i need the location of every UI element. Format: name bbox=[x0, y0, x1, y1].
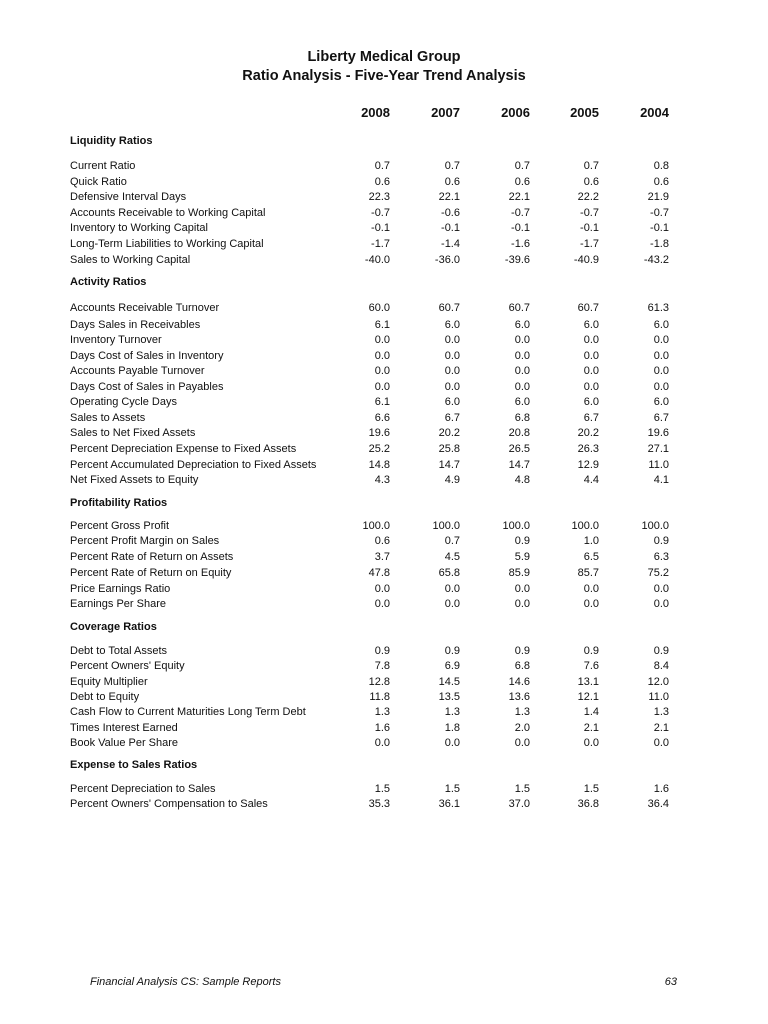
ratio-value-2004: 0.0 bbox=[653, 583, 669, 595]
ratio-label: Times Interest Earned bbox=[70, 722, 178, 734]
ratio-value-2004: 6.7 bbox=[653, 412, 669, 424]
ratio-value-2005: 6.0 bbox=[583, 319, 599, 331]
report-title: Ratio Analysis - Five-Year Trend Analysis bbox=[242, 68, 526, 84]
ratio-value-2008: 7.8 bbox=[374, 660, 390, 672]
ratio-value-2007: 14.7 bbox=[438, 459, 460, 471]
ratio-value-2005: 0.0 bbox=[583, 381, 599, 393]
ratio-label: Book Value Per Share bbox=[70, 737, 179, 749]
ratio-value-2005: 0.0 bbox=[583, 737, 599, 749]
ratio-value-2006: 1.3 bbox=[514, 706, 530, 718]
ratio-value-2007: 0.7 bbox=[444, 160, 460, 172]
table-row bbox=[0, 221, 768, 235]
ratio-value-2005: 0.0 bbox=[583, 365, 599, 377]
ratio-value-2007: 0.7 bbox=[444, 535, 460, 547]
ratio-value-2006: 0.0 bbox=[514, 334, 530, 346]
ratio-value-2005: 85.7 bbox=[577, 567, 599, 579]
ratio-value-2006: 1.5 bbox=[514, 783, 530, 795]
ratio-value-2005: 1.4 bbox=[583, 706, 599, 718]
ratio-value-2004: 0.0 bbox=[653, 365, 669, 377]
ratio-label: Debt to Total Assets bbox=[70, 645, 168, 657]
ratio-value-2005: 6.7 bbox=[583, 412, 599, 424]
ratio-label: Defensive Interval Days bbox=[70, 191, 187, 203]
ratio-value-2004: 36.4 bbox=[647, 798, 669, 810]
ratio-value-2008: 0.6 bbox=[374, 535, 390, 547]
ratio-value-2005: 36.8 bbox=[577, 798, 599, 810]
section-title: Coverage Ratios bbox=[70, 621, 157, 633]
ratio-value-2008: 1.6 bbox=[374, 722, 390, 734]
ratio-value-2004: -0.7 bbox=[650, 207, 669, 219]
ratio-value-2004: 0.9 bbox=[653, 645, 669, 657]
table-row bbox=[0, 690, 768, 704]
ratio-label: Percent Rate of Return on Equity bbox=[70, 567, 232, 579]
ratio-value-2004: 4.1 bbox=[653, 474, 669, 486]
section-title: Expense to Sales Ratios bbox=[70, 759, 198, 771]
table-row bbox=[0, 442, 768, 456]
ratio-value-2004: 19.6 bbox=[647, 427, 669, 439]
ratio-value-2006: 6.0 bbox=[514, 396, 530, 408]
ratio-value-2005: 2.1 bbox=[583, 722, 599, 734]
ratio-value-2005: 26.3 bbox=[577, 443, 599, 455]
table-row bbox=[0, 301, 768, 315]
ratio-value-2005: 7.6 bbox=[583, 660, 599, 672]
table-row bbox=[0, 675, 768, 689]
ratio-value-2006: 0.9 bbox=[514, 645, 530, 657]
ratio-value-2007: 13.5 bbox=[438, 691, 460, 703]
section-title: Liquidity Ratios bbox=[70, 135, 153, 147]
ratio-label: Sales to Assets bbox=[70, 412, 146, 424]
ratio-value-2006: 0.0 bbox=[514, 583, 530, 595]
ratio-value-2008: -1.7 bbox=[371, 238, 390, 250]
table-row bbox=[0, 736, 768, 750]
ratio-value-2006: 0.0 bbox=[514, 737, 530, 749]
ratio-value-2006: 14.6 bbox=[508, 676, 530, 688]
ratio-value-2004: 27.1 bbox=[647, 443, 669, 455]
ratio-value-2008: 0.0 bbox=[374, 381, 390, 393]
table-row bbox=[0, 175, 768, 189]
ratio-value-2007: 0.0 bbox=[444, 737, 460, 749]
ratio-value-2007: 0.0 bbox=[444, 583, 460, 595]
ratio-value-2008: 0.0 bbox=[374, 350, 390, 362]
ratio-value-2004: 11.0 bbox=[648, 459, 669, 471]
ratio-label: Debt to Equity bbox=[70, 691, 140, 703]
table-row bbox=[0, 644, 768, 658]
ratio-value-2008: 6.1 bbox=[374, 319, 390, 331]
year-header-2004: 2004 bbox=[640, 105, 669, 120]
ratio-value-2006: 2.0 bbox=[514, 722, 530, 734]
ratio-label: Inventory Turnover bbox=[70, 334, 162, 346]
ratio-value-2005: -1.7 bbox=[580, 238, 599, 250]
table-row bbox=[0, 206, 768, 220]
ratio-value-2008: 100.0 bbox=[362, 520, 390, 532]
table-row bbox=[0, 349, 768, 363]
ratio-value-2006: 6.8 bbox=[514, 412, 530, 424]
ratio-value-2005: 0.7 bbox=[583, 160, 599, 172]
table-row bbox=[0, 782, 768, 796]
ratio-value-2006: 100.0 bbox=[502, 520, 530, 532]
ratio-label: Net Fixed Assets to Equity bbox=[70, 474, 199, 486]
ratio-value-2008: 25.2 bbox=[368, 443, 390, 455]
ratio-value-2005: 0.0 bbox=[583, 334, 599, 346]
ratio-value-2008: 0.9 bbox=[374, 645, 390, 657]
table-row bbox=[0, 550, 768, 564]
ratio-value-2007: 4.5 bbox=[444, 551, 460, 563]
ratio-label: Days Sales in Receivables bbox=[70, 319, 201, 331]
year-header-2005: 2005 bbox=[570, 105, 599, 120]
ratio-value-2007: 0.6 bbox=[444, 176, 460, 188]
ratio-value-2005: 0.0 bbox=[583, 598, 599, 610]
ratio-value-2006: 6.8 bbox=[514, 660, 530, 672]
ratio-value-2008: 22.3 bbox=[368, 191, 390, 203]
ratio-value-2007: 14.5 bbox=[438, 676, 460, 688]
ratio-value-2004: 2.1 bbox=[653, 722, 669, 734]
ratio-value-2004: 0.0 bbox=[653, 334, 669, 346]
ratio-value-2008: -0.7 bbox=[371, 207, 390, 219]
ratio-value-2007: 20.2 bbox=[438, 427, 460, 439]
ratio-value-2004: 6.3 bbox=[653, 551, 669, 563]
ratio-value-2006: 20.8 bbox=[508, 427, 530, 439]
year-header-2008: 2008 bbox=[361, 105, 390, 120]
ratio-value-2005: 1.0 bbox=[583, 535, 599, 547]
company-name: Liberty Medical Group bbox=[307, 49, 461, 65]
ratio-label: Percent Depreciation Expense to Fixed Assets bbox=[70, 443, 297, 455]
ratio-value-2005: -40.9 bbox=[573, 254, 599, 266]
ratio-value-2005: 6.5 bbox=[583, 551, 599, 563]
ratio-label: Percent Rate of Return on Assets bbox=[70, 551, 234, 563]
ratio-label: Earnings Per Share bbox=[70, 598, 166, 610]
ratio-value-2006: 0.0 bbox=[514, 350, 530, 362]
ratio-value-2006: 0.0 bbox=[514, 598, 530, 610]
ratio-value-2007: -36.0 bbox=[434, 254, 460, 266]
ratio-label: Percent Owners' Compensation to Sales bbox=[70, 798, 268, 810]
ratio-value-2008: 0.7 bbox=[374, 160, 390, 172]
ratio-value-2004: 61.3 bbox=[647, 302, 669, 314]
ratio-value-2004: -0.1 bbox=[650, 222, 669, 234]
ratio-value-2005: 12.1 bbox=[577, 691, 599, 703]
ratio-value-2004: 6.0 bbox=[653, 319, 669, 331]
ratio-label: Price Earnings Ratio bbox=[70, 583, 171, 595]
year-header-2006: 2006 bbox=[501, 105, 530, 120]
ratio-value-2004: 21.9 bbox=[647, 191, 669, 203]
table-row bbox=[0, 364, 768, 378]
ratio-value-2007: 65.8 bbox=[438, 567, 460, 579]
ratio-value-2004: 0.9 bbox=[653, 535, 669, 547]
table-row bbox=[0, 705, 768, 719]
ratio-value-2006: 13.6 bbox=[508, 691, 530, 703]
ratio-value-2007: 6.7 bbox=[444, 412, 460, 424]
ratio-value-2007: -1.4 bbox=[441, 238, 460, 250]
ratio-value-2008: 0.0 bbox=[374, 598, 390, 610]
ratio-value-2005: -0.1 bbox=[580, 222, 599, 234]
ratio-value-2008: 1.5 bbox=[374, 783, 390, 795]
ratio-value-2006: 14.7 bbox=[508, 459, 530, 471]
ratio-value-2005: 13.1 bbox=[577, 676, 599, 688]
section-title: Profitability Ratios bbox=[70, 497, 168, 509]
ratio-label: Quick Ratio bbox=[70, 176, 127, 188]
ratio-value-2005: 60.7 bbox=[577, 302, 599, 314]
table-row bbox=[0, 582, 768, 596]
ratio-value-2008: 6.1 bbox=[374, 396, 390, 408]
ratio-value-2007: 6.0 bbox=[444, 396, 460, 408]
ratio-value-2004: 12.0 bbox=[647, 676, 669, 688]
table-row bbox=[0, 395, 768, 409]
ratio-value-2004: 0.0 bbox=[653, 350, 669, 362]
ratio-value-2006: 0.7 bbox=[514, 160, 530, 172]
ratio-value-2005: 0.6 bbox=[583, 176, 599, 188]
ratio-value-2004: 6.0 bbox=[653, 396, 669, 408]
ratio-value-2006: 22.1 bbox=[508, 191, 530, 203]
ratio-value-2005: 0.0 bbox=[583, 350, 599, 362]
ratio-value-2007: 22.1 bbox=[438, 191, 460, 203]
ratio-value-2004: 75.2 bbox=[647, 567, 669, 579]
ratio-value-2006: 5.9 bbox=[514, 551, 530, 563]
ratio-value-2004: -1.8 bbox=[650, 238, 669, 250]
ratio-value-2006: -0.7 bbox=[511, 207, 530, 219]
ratio-value-2005: 6.0 bbox=[583, 396, 599, 408]
ratio-label: Operating Cycle Days bbox=[70, 396, 177, 408]
ratio-value-2006: -39.6 bbox=[504, 254, 530, 266]
ratio-value-2007: 1.3 bbox=[444, 706, 460, 718]
page-number: 63 bbox=[664, 976, 677, 988]
ratio-label: Percent Accumulated Depreciation to Fixed Assets bbox=[70, 459, 317, 471]
ratio-label: Long-Term Liabilities to Working Capital bbox=[70, 238, 264, 250]
ratio-value-2007: 0.0 bbox=[444, 381, 460, 393]
ratio-value-2008: 4.3 bbox=[374, 474, 390, 486]
ratio-value-2007: 100.0 bbox=[432, 520, 460, 532]
ratio-value-2006: -1.6 bbox=[511, 238, 530, 250]
table-row bbox=[0, 534, 768, 548]
ratio-value-2006: -0.1 bbox=[511, 222, 530, 234]
ratio-value-2005: 4.4 bbox=[583, 474, 599, 486]
ratio-value-2006: 0.0 bbox=[514, 381, 530, 393]
table-row bbox=[0, 566, 768, 580]
table-row bbox=[0, 721, 768, 735]
table-row bbox=[0, 659, 768, 673]
ratio-value-2007: -0.1 bbox=[441, 222, 460, 234]
ratio-value-2005: 100.0 bbox=[571, 520, 599, 532]
ratio-value-2004: 1.6 bbox=[653, 783, 669, 795]
ratio-value-2008: 0.0 bbox=[374, 583, 390, 595]
ratio-value-2007: 0.0 bbox=[444, 334, 460, 346]
table-row bbox=[0, 380, 768, 394]
ratio-value-2008: 1.3 bbox=[374, 706, 390, 718]
ratio-value-2007: 6.0 bbox=[444, 319, 460, 331]
footer-text: Financial Analysis CS: Sample Reports bbox=[90, 976, 281, 988]
ratio-value-2006: 0.9 bbox=[514, 535, 530, 547]
ratio-value-2005: 22.2 bbox=[577, 191, 599, 203]
ratio-value-2008: 11.8 bbox=[369, 691, 390, 703]
ratio-value-2004: 0.6 bbox=[653, 176, 669, 188]
ratio-label: Accounts Receivable Turnover bbox=[70, 302, 220, 314]
ratio-value-2005: 20.2 bbox=[577, 427, 599, 439]
ratio-value-2006: 4.8 bbox=[514, 474, 530, 486]
ratio-value-2006: 26.5 bbox=[508, 443, 530, 455]
ratio-value-2007: 60.7 bbox=[438, 302, 460, 314]
ratio-value-2004: 8.4 bbox=[653, 660, 669, 672]
table-row bbox=[0, 333, 768, 347]
ratio-value-2007: 0.9 bbox=[444, 645, 460, 657]
ratio-label: Inventory to Working Capital bbox=[70, 222, 208, 234]
ratio-label: Accounts Receivable to Working Capital bbox=[70, 207, 266, 219]
table-row bbox=[0, 519, 768, 533]
ratio-value-2008: 0.0 bbox=[374, 365, 390, 377]
ratio-value-2004: 0.0 bbox=[653, 598, 669, 610]
ratio-value-2005: 0.9 bbox=[583, 645, 599, 657]
ratio-value-2008: 12.8 bbox=[368, 676, 390, 688]
ratio-label: Percent Gross Profit bbox=[70, 520, 170, 532]
table-row bbox=[0, 190, 768, 204]
table-row bbox=[0, 426, 768, 440]
ratio-label: Equity Multiplier bbox=[70, 676, 148, 688]
ratio-value-2007: 0.0 bbox=[444, 350, 460, 362]
ratio-value-2006: 0.0 bbox=[514, 365, 530, 377]
ratio-value-2007: 36.1 bbox=[438, 798, 460, 810]
ratio-value-2004: 11.0 bbox=[648, 691, 669, 703]
ratio-value-2006: 85.9 bbox=[508, 567, 530, 579]
ratio-value-2004: 0.8 bbox=[653, 160, 669, 172]
ratio-value-2008: 3.7 bbox=[374, 551, 390, 563]
ratio-value-2007: -0.6 bbox=[441, 207, 460, 219]
ratio-value-2008: 6.6 bbox=[374, 412, 390, 424]
ratio-value-2007: 1.8 bbox=[444, 722, 460, 734]
ratio-value-2005: 0.0 bbox=[583, 583, 599, 595]
ratio-value-2007: 4.9 bbox=[444, 474, 460, 486]
ratio-value-2008: 0.0 bbox=[374, 737, 390, 749]
ratio-value-2006: 0.6 bbox=[514, 176, 530, 188]
ratio-value-2004: 1.3 bbox=[653, 706, 669, 718]
ratio-value-2004: -43.2 bbox=[643, 254, 669, 266]
ratio-label: Days Cost of Sales in Inventory bbox=[70, 350, 224, 362]
ratio-value-2008: 19.6 bbox=[368, 427, 390, 439]
ratio-label: Sales to Net Fixed Assets bbox=[70, 427, 196, 439]
ratio-value-2008: 35.3 bbox=[368, 798, 390, 810]
ratio-value-2007: 0.0 bbox=[444, 598, 460, 610]
table-row bbox=[0, 797, 768, 811]
table-row bbox=[0, 237, 768, 251]
year-header-2007: 2007 bbox=[431, 105, 460, 120]
ratio-label: Sales to Working Capital bbox=[70, 254, 191, 266]
ratio-value-2005: -0.7 bbox=[580, 207, 599, 219]
ratio-label: Days Cost of Sales in Payables bbox=[70, 381, 224, 393]
table-row bbox=[0, 318, 768, 332]
ratio-value-2007: 1.5 bbox=[444, 783, 460, 795]
ratio-value-2008: 14.8 bbox=[368, 459, 390, 471]
ratio-value-2004: 0.0 bbox=[653, 381, 669, 393]
ratio-label: Percent Profit Margin on Sales bbox=[70, 535, 220, 547]
table-row bbox=[0, 458, 768, 472]
ratio-value-2008: 0.6 bbox=[374, 176, 390, 188]
table-row bbox=[0, 253, 768, 267]
ratio-value-2004: 0.0 bbox=[653, 737, 669, 749]
ratio-label: Accounts Payable Turnover bbox=[70, 365, 205, 377]
ratio-label: Cash Flow to Current Maturities Long Term Debt bbox=[70, 706, 306, 718]
ratio-value-2005: 12.9 bbox=[577, 459, 599, 471]
ratio-value-2008: 60.0 bbox=[368, 302, 390, 314]
ratio-value-2006: 6.0 bbox=[514, 319, 530, 331]
ratio-value-2007: 25.8 bbox=[438, 443, 460, 455]
ratio-value-2004: 100.0 bbox=[641, 520, 669, 532]
table-row bbox=[0, 411, 768, 425]
ratio-value-2007: 6.9 bbox=[444, 660, 460, 672]
table-row bbox=[0, 473, 768, 487]
ratio-value-2006: 37.0 bbox=[508, 798, 530, 810]
ratio-value-2008: 47.8 bbox=[368, 567, 390, 579]
ratio-label: Percent Depreciation to Sales bbox=[70, 783, 216, 795]
ratio-value-2007: 0.0 bbox=[444, 365, 460, 377]
section-title: Activity Ratios bbox=[70, 276, 147, 288]
ratio-value-2008: -0.1 bbox=[371, 222, 390, 234]
ratio-value-2008: -40.0 bbox=[364, 254, 390, 266]
ratio-value-2008: 0.0 bbox=[374, 334, 390, 346]
table-row bbox=[0, 159, 768, 173]
ratio-label: Percent Owners' Equity bbox=[70, 660, 185, 672]
ratio-label: Current Ratio bbox=[70, 160, 136, 172]
table-row bbox=[0, 597, 768, 611]
ratio-value-2005: 1.5 bbox=[583, 783, 599, 795]
ratio-value-2006: 60.7 bbox=[508, 302, 530, 314]
